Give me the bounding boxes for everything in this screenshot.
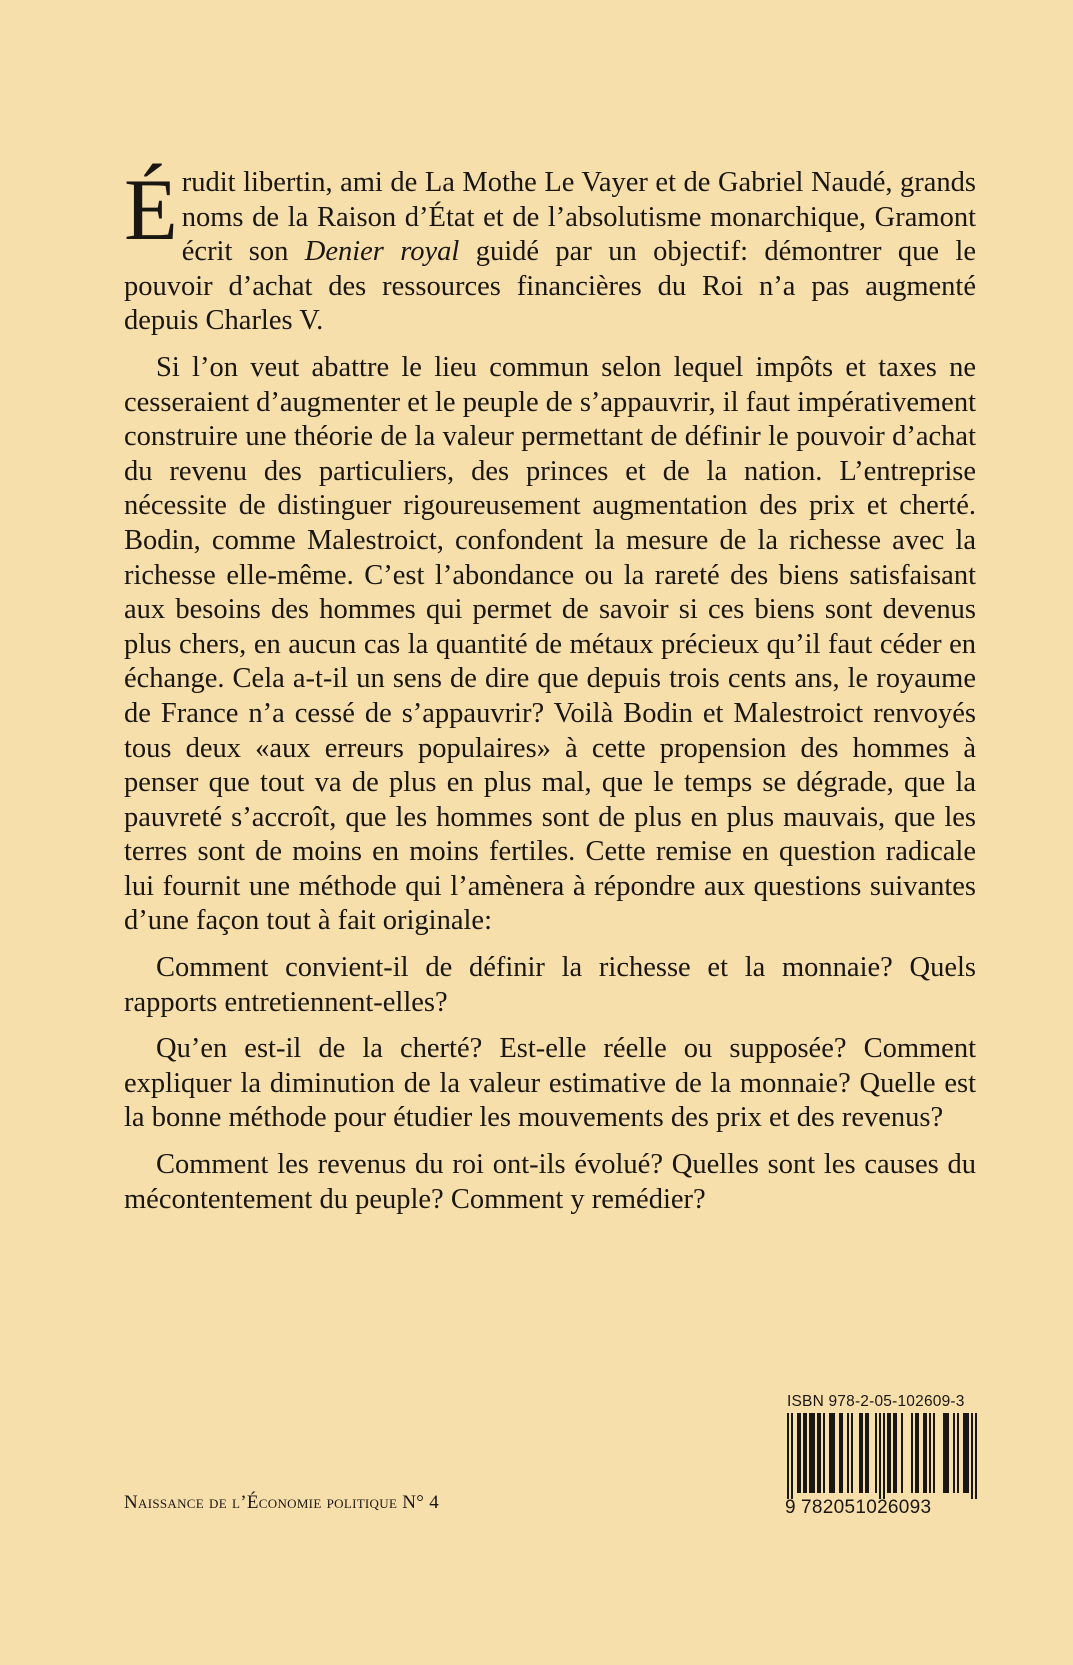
barcode-bar (965, 1413, 967, 1493)
barcode-bar (975, 1413, 977, 1499)
barcode-bar (839, 1413, 841, 1493)
barcode-bar (803, 1413, 805, 1493)
barcode-bar (875, 1413, 877, 1493)
barcode-icon (785, 1413, 981, 1499)
isbn-barcode (785, 1393, 981, 1523)
barcode-bar (971, 1413, 973, 1499)
barcode-bar (893, 1413, 895, 1493)
barcode-bar (809, 1413, 811, 1493)
isbn-label: ISBN 978-2-05-102609-3 (787, 1393, 965, 1410)
barcode-bar (861, 1413, 863, 1493)
barcode-bar (911, 1413, 913, 1493)
barcode-bar (859, 1413, 861, 1493)
barcode-bar (915, 1413, 917, 1493)
barcode-bar (813, 1413, 815, 1493)
blurb-paragraph-5: Comment les revenus du roi ont-ils évolué? Quelles sont les causes du mécontentement du peuple? Comment y remédier? (124, 1149, 976, 1215)
barcode-bar (945, 1413, 947, 1493)
drop-cap: É (124, 162, 178, 259)
barcode-bar (847, 1413, 849, 1493)
barcode-bar (817, 1413, 819, 1493)
barcode-bar (791, 1413, 793, 1499)
barcode-bar (811, 1413, 813, 1493)
barcode-bar (867, 1413, 869, 1493)
barcode-first-digit: 9 (785, 1497, 796, 1518)
barcode-bar (883, 1413, 885, 1499)
barcode-bar (933, 1413, 935, 1493)
barcode-bar (879, 1413, 881, 1499)
barcode-bar (799, 1413, 801, 1493)
barcode-bar (925, 1413, 927, 1493)
barcode-bar (963, 1413, 965, 1493)
barcode-bar (917, 1413, 919, 1493)
barcode-bar (889, 1413, 891, 1493)
barcode-bar (829, 1413, 831, 1493)
barcode-bar (865, 1413, 867, 1493)
barcode-bar (967, 1413, 969, 1493)
barcode-bar (831, 1413, 833, 1493)
barcode-bar (851, 1413, 853, 1493)
blurb-paragraph-2: Si l’on veut abattre le lieu commun selon lequel impôts et taxes ne cesseraient d’augmenter et le peuple de s’appauvrir, il faut impérativement construire une théorie de la valeur permettant de définir le pouvoir d’achat du revenu des particuliers, des princes et de la nation. L’entreprise nécessite de distinguer rigoureusement augmentation des prix et cherté. Bodin, comme Malestroict, confondent la mesure de la richesse avec la richesse elle-même. C’est l’abondance ou la rareté des biens satisfaisant aux besoins des hommes qui permet de savoir si ces biens sont devenus plus chers, en aucun cas la quantité de métaux précieux qu’il faut céder en échange. Cela a-t-il un sens de dire que depuis trois cents ans, le royaume de France n’a cessé de s’appauvrir? Voilà Bodin et Malestroict renvoyés tous deux «aux erreurs populaires» à cette propension des hommes à penser que tout va de plus en plus mal, que le temps se dégrade, que la pauvreté s’accroît, que les hommes sont de plus en plus mauvais, que les terres sont de moins en moins fertiles. Cette remise en question radicale lui fournit une méthode qui l’amènera à répondre aux questions suivantes d’une façon tout à fait originale: (124, 351, 976, 937)
barcode-bar (787, 1413, 789, 1499)
blurb-paragraph-4: Qu’en est-il de la cherté? Est-elle réelle ou supposée? Comment expliquer la diminution de la valeur estimative de la monnaie? Quelle est la bonne méthode pour étudier les mouvements des prix et des revenus? (124, 1033, 976, 1134)
barcode-digits: 782051026093 (801, 1497, 932, 1518)
barcode-bar (943, 1413, 945, 1493)
barcode-bar (841, 1413, 843, 1493)
blurb-paragraph-3: Comment convient-il de définir la richesse et la monnaie? Quels rapports entretiennent-elles? (124, 952, 976, 1018)
book-title-italic: Denier royal (304, 236, 460, 268)
blurb-text (124, 162, 976, 1229)
barcode-bar (887, 1413, 889, 1493)
barcode-bar (947, 1413, 949, 1493)
barcode-bar (929, 1413, 931, 1493)
series-name: Naissance de l’Économie politique N° 4 (124, 1492, 439, 1513)
barcode-bar (895, 1413, 897, 1493)
barcode-bar (823, 1413, 825, 1493)
paragraph-1-start: rudit libertin, ami de La Mothe Le Vayer et de Gabriel Naudé, grands noms de la Raison d’État et de l’absolutisme monarchique, Gramont écrit son (181, 167, 976, 268)
barcode-bar (805, 1413, 807, 1493)
paragraph-1-end: guidé par un objectif: démontrer que le pouvoir d’achat des ressources financières du Roi n’a pas augmenté depuis Charles V. (124, 236, 976, 337)
barcode-bar (923, 1413, 925, 1493)
barcode-bar (797, 1413, 799, 1493)
barcode-bar (833, 1413, 835, 1493)
barcode-bar (957, 1413, 959, 1493)
barcode-bar (953, 1413, 955, 1493)
blurb-paragraph-1 (124, 162, 976, 339)
barcode-bar (819, 1413, 821, 1493)
barcode-bar (901, 1413, 903, 1493)
